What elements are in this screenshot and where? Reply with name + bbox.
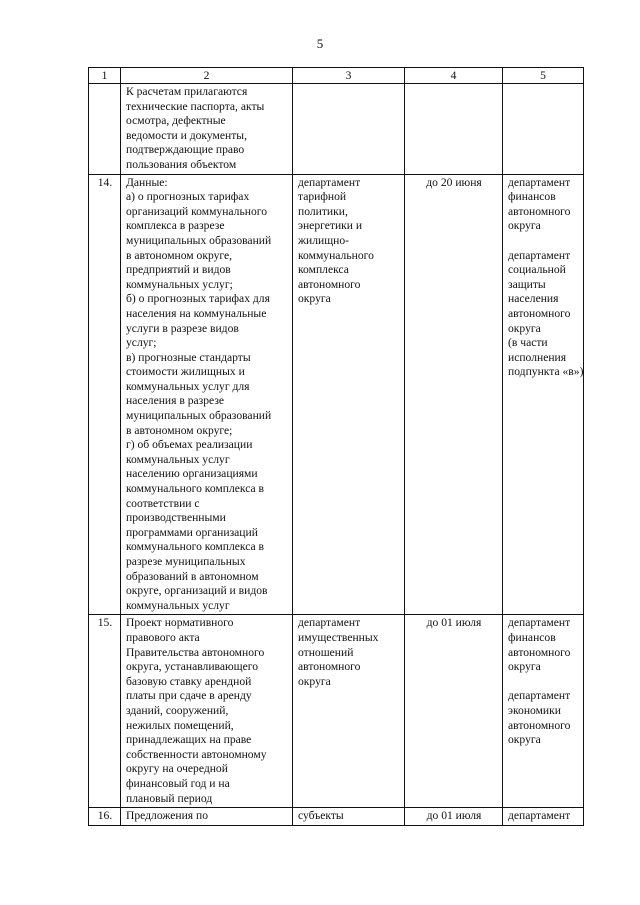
content-line: а) о прогнозных тарифах — [126, 190, 250, 204]
content-line: принадлежащих на праве — [126, 733, 252, 747]
content-line: стоимости жилищных и — [126, 365, 245, 379]
table-row — [89, 174, 584, 615]
recipient-line: автономного — [508, 718, 571, 732]
executor-line: жилищно- — [298, 233, 349, 247]
content-line: пользования объектом — [126, 157, 237, 171]
content-line: Правительства автономного — [126, 645, 265, 659]
content-line: муниципальных образований — [126, 409, 272, 423]
executor-line: энергетики и — [298, 219, 363, 233]
recipient-line: социальной — [508, 263, 566, 277]
column-header-recipient: 5 — [503, 68, 584, 84]
executor-cell — [293, 84, 405, 175]
executor-line: отношений — [298, 645, 354, 659]
content-line: производственными — [126, 511, 226, 525]
content-line: предприятий и видов — [126, 263, 231, 277]
content-line: коммунальных услуг для — [126, 379, 250, 393]
content-line: населения в разрезе — [126, 394, 225, 408]
recipient-line: департамент — [508, 809, 571, 823]
content-line: населению организациями — [126, 467, 258, 481]
content-line: финансовый год и на — [126, 776, 230, 790]
content-line: программами организаций — [126, 525, 258, 539]
recipient-line: автономного — [508, 306, 571, 320]
content-line: К расчетам прилагаются — [126, 85, 248, 98]
content-line: плановый период — [126, 791, 213, 805]
executor-cell — [293, 808, 405, 826]
content-line: технические паспорта, акты — [126, 99, 265, 113]
deadline-cell — [405, 84, 503, 175]
content-line: нежилых помещений, — [126, 718, 234, 732]
table-header-row — [89, 68, 584, 84]
content-line: коммунальных услуг — [126, 598, 230, 612]
recipient-line: подпункта «в») — [508, 365, 584, 379]
recipient-line: автономного — [508, 204, 571, 218]
recipient-line: департамент — [508, 248, 571, 262]
table-body — [89, 84, 584, 826]
recipient-line: защиты — [508, 277, 546, 291]
content-line: населения на коммунальные — [126, 306, 267, 320]
content-line: базовую ставку арендной — [126, 674, 252, 688]
content-cell — [121, 808, 293, 826]
content-line: соответствии с — [126, 496, 200, 510]
content-cell — [121, 84, 293, 175]
content-cell — [121, 615, 293, 808]
content-line: в автономном округе, — [126, 248, 233, 262]
content-cell — [121, 174, 293, 615]
recipient-line: департамент — [508, 175, 571, 189]
recipient-line: исполнения — [508, 350, 567, 364]
content-line: округу на очередной — [126, 762, 228, 776]
recipient-cell — [503, 84, 584, 175]
recipient-cell — [503, 615, 584, 808]
recipient-line: автономного — [508, 645, 571, 659]
row-number-cell: 16. — [89, 808, 121, 826]
table-row — [89, 808, 584, 826]
content-line: ведомости и документы, — [126, 128, 247, 142]
document-table — [88, 67, 584, 826]
executor-line: департамент — [298, 175, 361, 189]
content-line: собственности автономному — [126, 747, 267, 761]
content-line: г) об объемах реализации — [126, 438, 253, 452]
content-line: организаций коммунального — [126, 204, 268, 218]
content-line: Данные: — [126, 175, 168, 189]
recipient-line: округа — [508, 321, 541, 335]
row-number-cell: 15. — [89, 615, 121, 808]
executor-line: субъекты — [298, 809, 344, 823]
paragraph-gap — [508, 675, 579, 690]
recipient-line: округа — [508, 660, 541, 674]
column-header-deadline: 4 — [405, 68, 503, 84]
row-number-cell: 14. — [89, 174, 121, 615]
executor-line: департамент — [298, 616, 361, 630]
content-line: осмотра, дефектные — [126, 114, 226, 128]
recipient-line: (в части — [508, 336, 548, 350]
table-row — [89, 615, 584, 808]
column-header-content: 2 — [121, 68, 293, 84]
executor-line: политики, — [298, 204, 348, 218]
deadline-cell: до 20 июня — [405, 174, 503, 615]
content-line: подтверждающие право — [126, 143, 245, 157]
table-row — [89, 84, 584, 175]
executor-line: коммунального — [298, 248, 374, 262]
content-line: коммунального комплекса в — [126, 540, 265, 554]
executor-cell — [293, 174, 405, 615]
page-number: 5 — [316, 36, 324, 51]
recipient-cell — [503, 808, 584, 826]
executor-line: округа — [298, 292, 331, 306]
executor-line: тарифной — [298, 190, 347, 204]
content-line: образований в автономном — [126, 569, 259, 583]
content-line: правового акта — [126, 630, 200, 644]
content-line: округа, устанавливающего — [126, 660, 258, 674]
recipient-line: департамент — [508, 689, 571, 703]
content-line: коммунальных услуг — [126, 452, 230, 466]
recipient-line: населения — [508, 292, 559, 306]
row-number-cell — [89, 84, 121, 175]
content-line: в автономном округе; — [126, 423, 233, 437]
executor-line: автономного — [298, 660, 361, 674]
recipient-line: округа — [508, 219, 541, 233]
executor-line: имущественных — [298, 630, 379, 644]
recipient-line: округа — [508, 733, 541, 747]
content-line: зданий, сооружений, — [126, 703, 229, 717]
content-line: округе, организаций и видов — [126, 584, 268, 598]
recipient-line: департамент — [508, 616, 571, 630]
content-line: коммунальных услуг; — [126, 277, 233, 291]
executor-line: комплекса — [298, 263, 349, 277]
recipient-line: экономики — [508, 703, 561, 717]
content-line: муниципальных образований — [126, 233, 272, 247]
content-line: разрезе муниципальных — [126, 555, 246, 568]
content-line: Проект нормативного — [126, 616, 234, 630]
recipient-line: финансов — [508, 630, 556, 644]
deadline-cell: до 01 июля — [405, 615, 503, 808]
content-line: коммунального комплекса в — [126, 482, 265, 496]
recipient-cell — [503, 174, 584, 615]
content-line: платы при сдаче в аренду — [126, 689, 252, 703]
column-header-executor: 3 — [293, 68, 405, 84]
content-line: Предложения по — [126, 809, 208, 823]
content-line: услуг; — [126, 336, 157, 350]
content-line: в) прогнозные стандарты — [126, 350, 251, 364]
content-line: комплекса в разрезе — [126, 219, 225, 233]
content-line: б) о прогнозных тарифах для — [126, 292, 270, 306]
executor-line: автономного — [298, 277, 361, 291]
recipient-line: финансов — [508, 190, 556, 204]
deadline-cell: до 01 июля — [405, 808, 503, 826]
executor-line: округа — [298, 674, 331, 688]
column-header-number: 1 — [89, 68, 121, 84]
content-line: услуги в разрезе видов — [126, 321, 239, 335]
executor-cell — [293, 615, 405, 808]
paragraph-gap — [508, 234, 579, 249]
